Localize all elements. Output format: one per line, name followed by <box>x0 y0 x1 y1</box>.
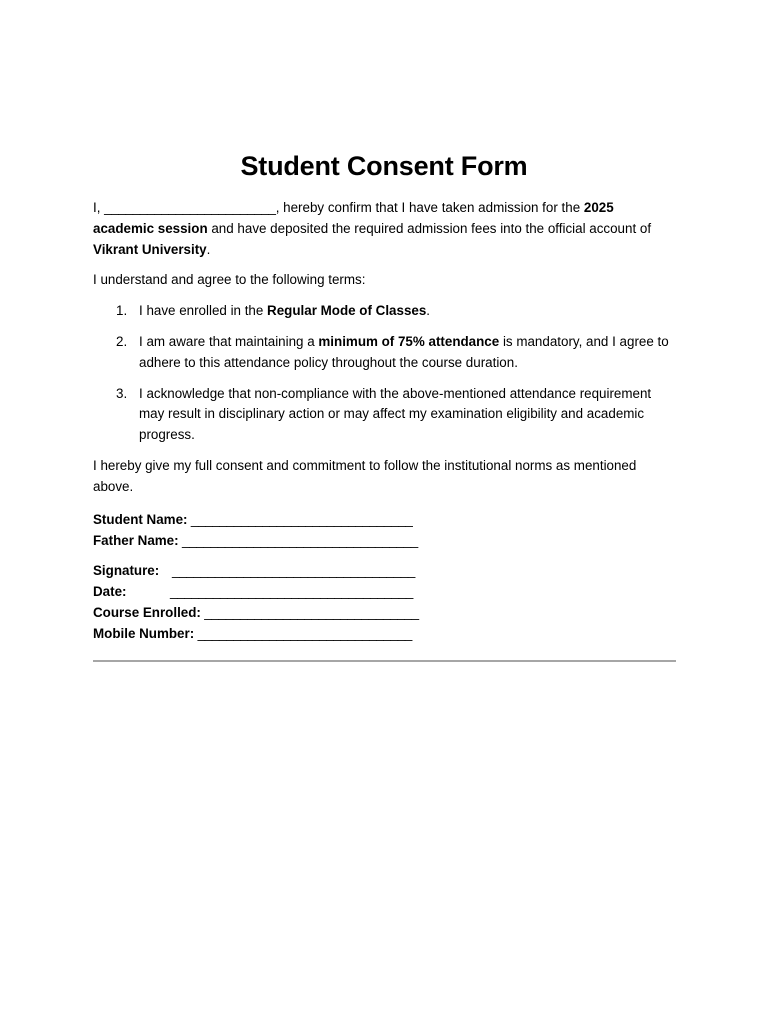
term-item <box>93 301 675 322</box>
date-field[interactable] <box>93 582 675 603</box>
form-fields <box>93 510 675 645</box>
terms-intro: I understand and agree to the following terms: <box>93 272 366 288</box>
intro-prefix: I, <box>93 200 105 215</box>
student-name-field[interactable] <box>93 510 675 531</box>
mobile-number-field[interactable] <box>93 624 675 645</box>
date-line[interactable]: __________________________________ <box>170 583 414 599</box>
term-text: I am aware that maintaining a <box>139 333 319 349</box>
intro-paragraph <box>93 198 675 260</box>
intro-text-2: and have deposited the required admission fees into the official account of <box>207 220 652 236</box>
term-item <box>93 384 675 446</box>
term-item <box>93 332 675 374</box>
university-name: Vikrant University <box>93 241 207 257</box>
session-text: 2025 academic session <box>93 200 614 236</box>
term-bold-text: minimum of 75% attendance <box>318 333 500 349</box>
consent-paragraph: I hereby give my full consent and commitment to follow the institutional norms as mentioned above. <box>93 457 637 494</box>
signature-line[interactable]: __________________________________ <box>172 562 416 578</box>
course-enrolled-field[interactable] <box>93 603 675 624</box>
term-number: 2. <box>116 333 128 349</box>
terms-list <box>93 301 675 446</box>
father-name-field[interactable] <box>93 531 675 552</box>
term-text: I acknowledge that non-compliance with the above-mentioned attendance requirement may result in disciplinary action or may affect my examination eligibility and academic progress. <box>139 385 652 443</box>
signature-label: Signature: <box>93 562 160 578</box>
father-name-line[interactable]: _________________________________ <box>178 532 418 548</box>
name-blank: ________________________ <box>104 200 276 215</box>
page-title: Student Consent Form <box>240 151 528 181</box>
date-label: Date: <box>93 583 127 599</box>
term-text: I have enrolled in the <box>139 303 268 319</box>
horizontal-divider <box>93 660 676 662</box>
mobile-number-label: Mobile Number: <box>93 625 195 641</box>
term-bold-text: Regular Mode of Classes <box>267 303 427 319</box>
student-name-line[interactable]: _______________________________ <box>187 511 413 527</box>
signature-field[interactable] <box>93 561 675 582</box>
term-text-end: is mandatory, and I agree to adhere to this attendance policy throughout the course duration. <box>139 333 669 370</box>
intro-text-1: , hereby confirm that I have taken admission for the <box>275 200 584 215</box>
form-body <box>93 148 675 645</box>
intro-text-3: . <box>206 241 211 257</box>
course-enrolled-label: Course Enrolled: <box>93 604 201 620</box>
course-enrolled-line[interactable]: ______________________________ <box>200 604 419 620</box>
term-number: 1. <box>116 303 128 319</box>
father-name-label: Father Name: <box>93 532 179 548</box>
term-number: 3. <box>116 385 128 401</box>
term-text-end: . <box>426 303 431 319</box>
student-name-label: Student Name: <box>93 511 188 527</box>
mobile-number-line[interactable]: ______________________________ <box>194 625 413 641</box>
